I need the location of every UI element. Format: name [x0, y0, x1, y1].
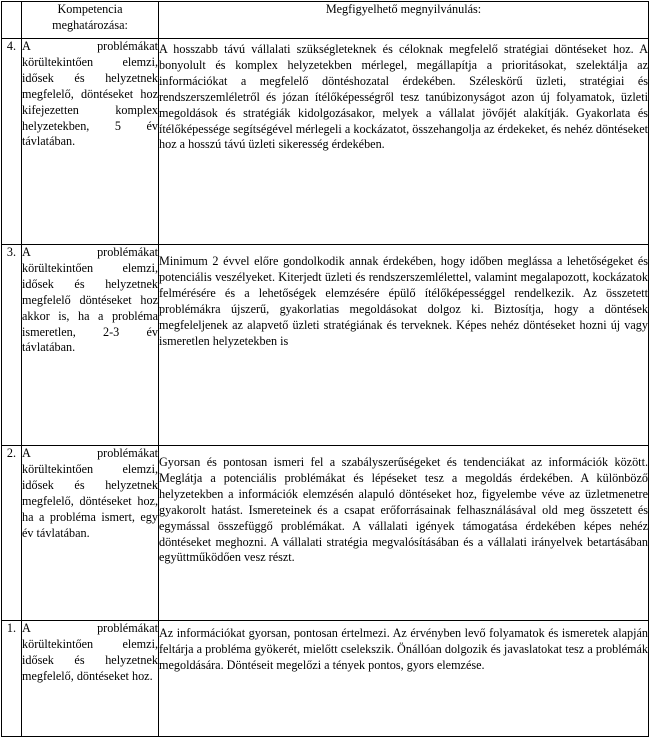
level-number: 2. — [2, 446, 22, 621]
header-competency: Kompetencia meghatározása: — [22, 2, 159, 39]
observable-behavior: Gyorsan és pontosan ismeri fel a szabályszerűségeket és tendenciákat az információk között. Meglátja a potenciális problémákat és lépéseket tesz a megoldás érdekében. A különböző helyzetekben a információk elemzésén alapuló döntéseket hoz, figyelembe véve az üzletmenetre gyakorolt hatást. Ismereteinek és a csapat erőforrásainak felhasználásával old meg összetett és egymással összefüggő problémákat. A vállalati igények támogatása érdekében képes nehéz döntéseket meghozni. A vállalati stratégia megvalósításában és a vállalati irányelvek betartásában együttműködően vesz részt. — [159, 446, 649, 621]
table-row — [2, 446, 649, 621]
observable-behavior: Az információkat gyorsan, pontosan értelmezi. Az érvényben levő folyamatok és ismeretek alapján feltárja a probléma gyökerét, mielőtt cselekszik. Önállóan dolgozik és javaslatokat tesz a problémák megoldására. Döntéseit megelőzi a tények pontos, gyors elemzése. — [159, 621, 649, 737]
header-observable: Megfigyelhető megnyilvánulás: — [159, 2, 649, 39]
level-number: 1. — [2, 621, 22, 737]
observable-behavior: Minimum 2 évvel előre gondolkodik annak érdekében, hogy időben meglássa a lehetőségeket és potenciális veszélyeket. Kiterjedt üzleti és rendszerszemlélettel, valamint megalapozott, kockázatok felmérésére és a lehetőségek elemzésére épülő ítélőképességgel rendelkezik. Az összetett problémákra újszerű, gyakorlatias megoldásokat dolgoz ki. Biztosítja, hogy a döntések megfeleljenek az alapvető üzleti stratégiának és terveknek. Képes nehéz döntéseket hozni új vagy ismeretlen helyzetekben is — [159, 245, 649, 446]
competency-definition: A problémákat körültekintően elemzi, idősek és helyzetnek megfelelő, döntéseket hoz. — [22, 621, 159, 737]
table-row — [2, 621, 649, 737]
competency-definition: A problémákat körültekintően elemzi, idősek és helyzetnek megfelelő, döntéseket hoz kifejezetten komplex helyzetekben, 5 év távlatában. — [22, 39, 159, 245]
header-level-cell — [2, 2, 22, 39]
table-row — [2, 245, 649, 446]
table-row — [2, 39, 649, 245]
level-number: 4. — [2, 39, 22, 245]
table-header-row — [2, 2, 649, 39]
competency-definition: A problémákat körültekintően elemzi, idősek és helyzetnek megfelelő, döntéseket hoz, ha a probléma ismert, egy év távlatában. — [22, 446, 159, 621]
competency-definition: A problémákat körültekintően elemzi, idősek és helyzetnek megfelelő döntéseket hoz akkor is, ha a probléma ismeretlen, 2-3 év távlatában. — [22, 245, 159, 446]
observable-behavior: A hosszabb távú vállalati szükségleteknek és céloknak megfelelő stratégiai döntéseket hoz. A bonyolult és komplex helyzetekben mérlegel, megállapítja a prioritásokat, szelektálja az információkat a megfelelő döntéshozatal érdekében. Széleskörű üzleti, stratégiai és rendszerszemléletről és józan ítélőképességről tesz tanúbizonyságot azon új folyamatok, üzleti megoldások és stratégiák kidolgozásakor, melyek a vállalat jövőjét alakítják. Gyakorlata és ítélőképessége segítségével mérlegeli a kockázatot, összehangolja az érdekeket, és nehéz döntéseket hoz a hosszú távú üzleti sikeresség érdekében. — [159, 39, 649, 245]
level-number: 3. — [2, 245, 22, 446]
competency-table — [1, 1, 649, 737]
